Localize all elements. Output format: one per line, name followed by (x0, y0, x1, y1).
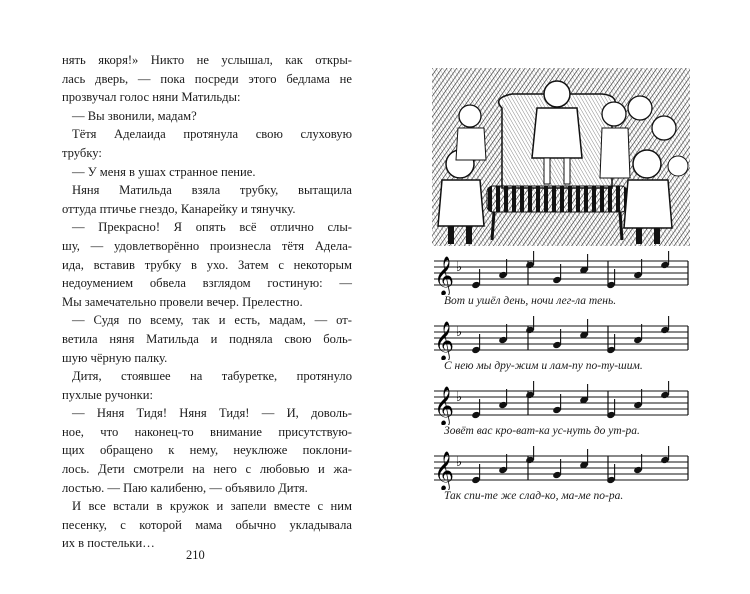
treble-clef-icon: 𝄞 (434, 256, 455, 295)
treble-clef-icon: 𝄞 (434, 321, 455, 360)
left-page-text (62, 51, 352, 553)
text-line: ветила няня Матильда и подняла свою боль- (62, 331, 352, 346)
text-line: щих обращено к нему, неуклюже поклони- (62, 443, 352, 458)
text-line: — У меня в ушах странное пение. (72, 164, 256, 179)
music-staff-3 (432, 381, 692, 446)
text-line: их в постельки… (62, 536, 155, 551)
children-singing-illustration (432, 68, 690, 246)
text-line: И все встали в кружок и запели вместе с ним (72, 499, 352, 514)
text-line: — Вы звонили, мадам? (72, 108, 197, 123)
song-lyric-3: Зовёт вас кро-ват-ка ус-нуть до ут-ра. (444, 425, 640, 437)
text-line: Тётя Аделаида протянула свою слуховую (72, 127, 352, 142)
song-lyric-4: Так спи-те же слад-ко, ма-ме по-ра. (444, 490, 624, 502)
staff-notation (432, 251, 690, 295)
treble-clef-icon: 𝄞 (434, 386, 455, 425)
text-line: — Няня Тидя! Няня Тидя! — И, доволь- (72, 406, 352, 421)
text-line: Дитя, стоявшее на табуретке, протянуло (72, 369, 352, 384)
treble-clef-icon: 𝄞 (434, 451, 455, 490)
text-line: Мы замечательно провели вечер. Прелестно. (62, 294, 303, 309)
text-line: нять якоря!» Никто не услышал, как откры- (62, 53, 352, 67)
text-line: трубку: (62, 145, 102, 160)
music-staff-2 (432, 316, 692, 381)
text-line: прозвучал голос няни Матильды: (62, 90, 241, 105)
right-page (432, 68, 692, 511)
flat-icon: ♭ (456, 455, 463, 470)
staff-notation (432, 316, 690, 360)
text-line: оттуда птичье гнездо, Канарейку и тянучку. (62, 201, 296, 216)
text-line: песенку, с которой мама обычно укладывала (62, 517, 352, 532)
staff-notation (432, 446, 690, 490)
staff-notation (432, 381, 690, 425)
text-line: — Прекрасно! Я опять всё отлично слы- (72, 220, 352, 235)
text-line: — Судя по всему, так и есть, мадам, — от- (72, 313, 352, 328)
text-line: лостью. — Паю калибеню, — объявило Дитя. (62, 480, 308, 495)
text-line: пухлые ручонки: (62, 387, 153, 402)
text-line: шую чёрную палку. (62, 350, 168, 365)
text-line: недоумением обвела взглядом гостиную: — (62, 276, 352, 291)
music-staff-4 (432, 446, 692, 511)
text-line: ида, вставив трубку в ухо. Затем с некоторым (62, 257, 352, 272)
song-lyric-1: Вот и ушёл день, ночи лег-ла тень. (444, 295, 617, 307)
flat-icon: ♭ (456, 260, 463, 275)
text-line: лась дверь, — пока посреди этого бедлама не (62, 71, 352, 86)
page-number: 210 (186, 548, 205, 562)
song-lyric-2: С нею мы дру-жим и лам-пу по-ту-шим. (444, 360, 643, 372)
text-line: шу, — удовлетворённо произнесла тётя Адела- (62, 238, 352, 253)
flat-icon: ♭ (456, 390, 463, 405)
music-staff-1 (432, 251, 692, 316)
text-line: Няня Матильда взяла трубку, вытащила (72, 183, 352, 198)
text-line: ное, что наконец-то внимание присутствую- (62, 424, 352, 439)
flat-icon: ♭ (456, 325, 463, 340)
text-line: лось. Дети смотрели на него с любовью и жа- (62, 462, 352, 477)
